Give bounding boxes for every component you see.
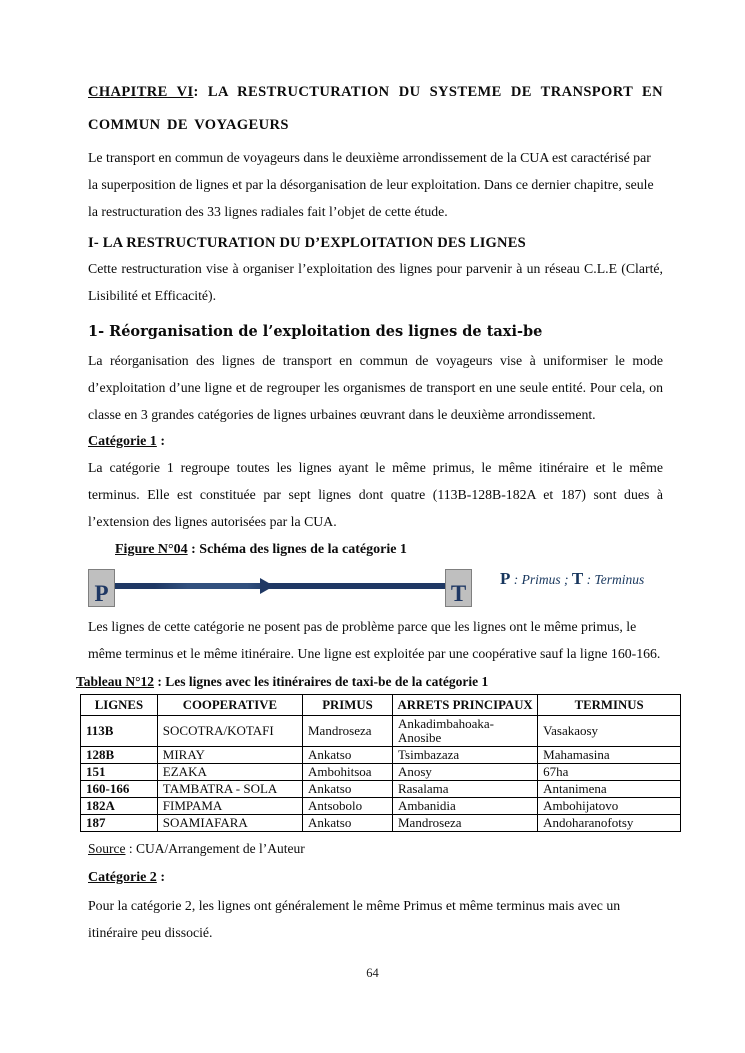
table-header-row (81, 695, 681, 716)
table-cell: Ankatso (302, 747, 392, 764)
table-cell: 182A (81, 798, 158, 815)
table-row (81, 815, 681, 832)
table-source (88, 839, 663, 859)
categorie-1-heading-underlined: Catégorie 1 (88, 434, 157, 449)
route-line (115, 583, 445, 589)
table-cell: Ankadimbahoaka-Anosibe (392, 716, 537, 747)
table-caption-underlined: Tableau N°12 (76, 674, 155, 689)
paragraph-intro: Le transport en commun de voyageurs dans le deuxième arrondissement de la CUA est caractérisé par la superposition de lignes et par la désorganisation de leur exploitation. Dans ce dernier chapitre, seule la restructuration des 33 lignes radiales fait l’objet de cette étude. (88, 150, 654, 219)
table-row (81, 747, 681, 764)
table-cell: Mandroseza (392, 815, 537, 832)
table-cell: EZAKA (157, 764, 302, 781)
chapter-title-underlined: CHAPITRE VI (88, 84, 194, 100)
table-cell: Rasalama (392, 781, 537, 798)
figure-schema-category-1 (88, 569, 663, 613)
page-number: 64 (366, 966, 379, 980)
table-row (81, 781, 681, 798)
table-cell: SOAMIAFARA (157, 815, 302, 832)
table-cell: 187 (81, 815, 158, 832)
table-cell: Ankatso (302, 815, 392, 832)
table-cell: FIMPAMA (157, 798, 302, 815)
table-cell: 128B (81, 747, 158, 764)
legend-t-label: T (571, 569, 584, 588)
table-cell: Mandroseza (302, 716, 392, 747)
table-header-lignes: LIGNES (81, 695, 158, 716)
figure-caption-underlined: Figure N°04 (115, 542, 188, 557)
categorie-1-heading-rest: : (156, 434, 165, 449)
table-cell: Tsimbazaza (392, 747, 537, 764)
primus-box (88, 569, 115, 607)
subsection-1-heading: 1- Réorganisation de l’exploitation des lignes de taxi-be (88, 323, 543, 340)
table-header-cooperative: COOPERATIVE (157, 695, 302, 716)
table-cell: Antsobolo (302, 798, 392, 815)
table-cell: Antanimena (538, 781, 681, 798)
chapter-title (88, 76, 663, 142)
chapter-title-rest: : LA RESTRUCTURATION DU SYSTEME DE TRANSPORT EN COMMUN DE VOYAGEURS (88, 84, 663, 133)
table-cell: Anosy (392, 764, 537, 781)
table-cell: Ambohijatovo (538, 798, 681, 815)
categorie-2-heading-rest: : (156, 870, 165, 885)
category-1-lines-table (80, 694, 681, 832)
table-cell: 151 (81, 764, 158, 781)
paragraph-categorie-1: La catégorie 1 regroupe toutes les lignes ayant le même primus, le même itinéraire et le même terminus. Elle est constituée par sept lignes dont quatre (113B-128B-182A et 187) sont dues à l’extension des lignes autorisées par la CUA. (88, 460, 663, 529)
table-cell: 113B (81, 716, 158, 747)
table-caption (76, 671, 663, 692)
table-row (81, 764, 681, 781)
categorie-2-heading-underlined: Catégorie 2 (88, 870, 157, 885)
table-cell: Ambanidia (392, 798, 537, 815)
figure-legend (500, 569, 644, 589)
paragraph-after-figure: Les lignes de cette catégorie ne posent pas de problème parce que les lignes ont le même primus, le même terminus et le même itinéraire. Une ligne est exploitée par une coopérative sauf la ligne 160-166. (88, 619, 661, 661)
legend-p-desc: : Primus ; (510, 572, 572, 587)
primus-box-label: P (94, 581, 109, 607)
table-cell: SOCOTRA/KOTAFI (157, 716, 302, 747)
paragraph-subsection-1: La réorganisation des lignes de transport en commun de voyageurs vise à uniformiser le mode d’exploitation d’une ligne et de regrouper les organismes de transport en une seule entité. Pour cela, on classe en 3 grandes catégories de lignes urbaines œuvrant dans le deuxième arrondissement. (88, 353, 663, 422)
table-cell: Andoharanofotsy (538, 815, 681, 832)
arrow-right-icon (260, 578, 274, 594)
section-1-heading: I- LA RESTRUCTURATION DU D’EXPLOITATION DES LIGNES (88, 235, 526, 251)
table-cell: TAMBATRA - SOLA (157, 781, 302, 798)
table-header-arrets: ARRETS PRINCIPAUX (392, 695, 537, 716)
figure-caption (115, 538, 663, 562)
legend-p-label: P (500, 569, 511, 588)
table-source-rest: : CUA/Arrangement de l’Auteur (125, 841, 305, 856)
figure-caption-rest: : Schéma des lignes de la catégorie 1 (187, 542, 407, 557)
table-cell: 67ha (538, 764, 681, 781)
categorie-1-heading (88, 430, 663, 454)
table-cell: Mahamasina (538, 747, 681, 764)
table-cell: 160-166 (81, 781, 158, 798)
table-row (81, 716, 681, 747)
paragraph-section-1: Cette restructuration vise à organiser l’exploitation des lignes pour parvenir à un réseau C.L.E (Clarté, Lisibilité et Efficacité). (88, 261, 663, 303)
table-header-terminus: TERMINUS (538, 695, 681, 716)
table-caption-rest: : Les lignes avec les itinéraires de taxi-be de la catégorie 1 (154, 674, 489, 689)
table-header-primus: PRIMUS (302, 695, 392, 716)
paragraph-categorie-2: Pour la catégorie 2, les lignes ont généralement le même Primus et même terminus mais avec un itinéraire peu dissocié. (88, 898, 621, 940)
table-row (81, 798, 681, 815)
table-cell: Ankatso (302, 781, 392, 798)
table-source-underlined: Source (88, 841, 126, 856)
legend-t-desc: : Terminus (583, 572, 645, 587)
table-cell: MIRAY (157, 747, 302, 764)
categorie-2-heading (88, 866, 663, 890)
table-cell: Vasakaosy (538, 716, 681, 747)
table-cell: Ambohitsoa (302, 764, 392, 781)
terminus-box-label: T (450, 581, 467, 607)
terminus-box (445, 569, 472, 607)
